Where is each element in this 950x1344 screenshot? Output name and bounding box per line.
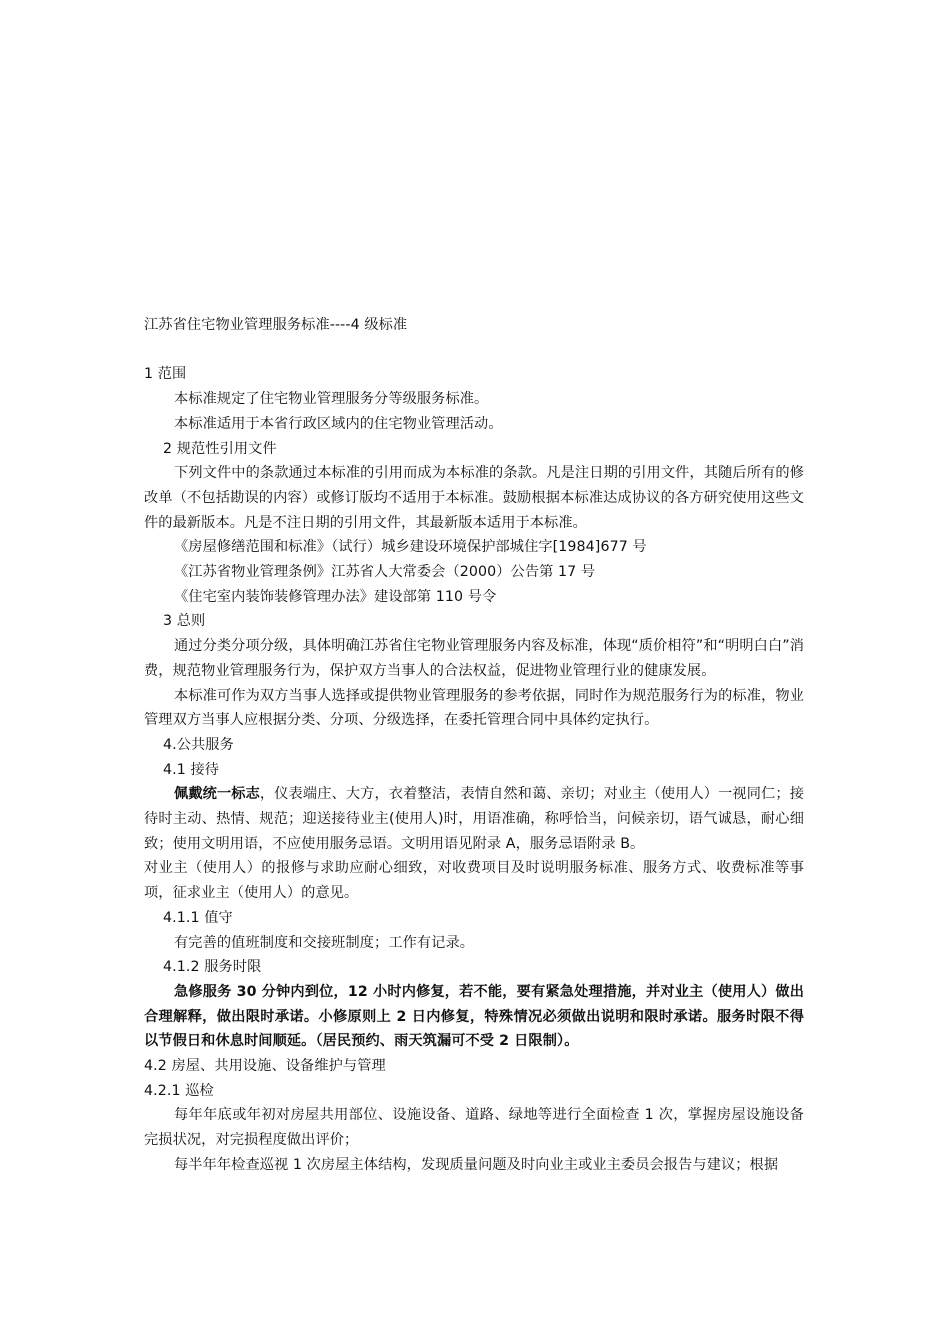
section-4-2-1-heading: 4.2.1 巡检 [144, 1082, 214, 1099]
reference-item: 《房屋修缮范围和标准》（试行）城乡建设环境保护部城住字[1984]677 号 [174, 539, 647, 556]
section-4-1-heading: 4.1 接待 [163, 761, 220, 778]
section-3-heading: 3 总则 [163, 613, 206, 630]
section-4-1-2-heading: 4.1.2 服务时限 [163, 959, 262, 976]
section-4-2-heading: 4.2 房屋、共用设施、设备维护与管理 [144, 1058, 386, 1075]
bold-phrase: 佩戴统一标志 [174, 786, 260, 803]
reference-item: 《江苏省物业管理条例》江苏省人大常委会（2000）公告第 17 号 [174, 564, 596, 581]
section-4-heading: 4.公共服务 [163, 736, 234, 753]
section-1-heading: 1 范围 [144, 366, 187, 383]
paragraph-text: ，仪表端庄、大方，衣着整洁，表情自然和蔼、亲切；对业主（使用人）一视同仁；接待时主动、热情、规范；迎送接待业主(使用人)时，用语准确，称呼恰当，问候亲切，语气诚恳，耐心细致；使用文明用语，不应使用服务忌语。文明用语见附录 A，服务忌语附录 B。 [144, 786, 804, 852]
section-4-1-paragraph [144, 782, 804, 856]
section-1-paragraph: 本标准适用于本省行政区域内的住宅物业管理活动。 [174, 415, 503, 432]
section-4-2-1-paragraph: 每半年年检查巡视 1 次房屋主体结构，发现质量问题及时向业主或业主委员会报告与建议；根据 [174, 1156, 779, 1173]
section-4-2-1-paragraph: 每年年底或年初对房屋共用部位、设施设备、道路、绿地等进行全面检查 1 次，掌握房屋设施设备完损状况，对完损程度做出评价； [144, 1107, 804, 1149]
section-4-1-2-paragraph: 急修服务 30 分钟内到位，12 小时内修复，若不能，要有紧急处理措施，并对业主（使用人）做出合理解释，做出限时承诺。小修原则上 2 日内修复，特殊情况必须做出说明和限时承诺。服务时限不得以节假日和休息时间顺延。（居民预约、雨天筑漏可不受 2 日限制）。 [144, 983, 804, 1050]
section-2-paragraph: 下列文件中的条款通过本标准的引用而成为本标准的条款。凡是注日期的引用文件，其随后所有的修改单（不包括勘误的内容）或修订版均不适用于本标准。鼓励根据本标准达成协议的各方研究使用这些文件的最新版本。凡是不注日期的引用文件，其最新版本适用于本标准。 [144, 465, 804, 531]
section-3-paragraph: 本标准可作为双方当事人选择或提供物业管理服务的参考依据，同时作为规范服务行为的标准，物业管理双方当事人应根据分类、分项、分级选择，在委托管理合同中具体约定执行。 [144, 687, 804, 729]
section-1-paragraph: 本标准规定了住宅物业管理服务分等级服务标准。 [174, 391, 489, 408]
reference-item: 《住宅室内装饰装修管理办法》建设部第 110 号令 [174, 588, 497, 605]
section-4-1-1-paragraph: 有完善的值班制度和交接班制度；工作有记录。 [174, 934, 475, 951]
document-title: 江苏省住宅物业管理服务标准----4 级标准 [144, 317, 408, 333]
section-4-1-paragraph: 对业主（使用人）的报修与求助应耐心细致，对收费项目及时说明服务标准、服务方式、收费标准等事项，征求业主（使用人）的意见。 [144, 860, 804, 902]
section-2-heading: 2 规范性引用文件 [163, 440, 277, 457]
document-body [144, 313, 804, 1178]
section-3-paragraph: 通过分类分项分级，具体明确江苏省住宅物业管理服务内容及标准，体现“质价相符”和“明明白白”消费，规范物业管理服务行为，保护双方当事人的合法权益，促进物业管理行业的健康发展。 [144, 638, 804, 679]
section-4-1-1-heading: 4.1.1 值守 [163, 909, 233, 926]
